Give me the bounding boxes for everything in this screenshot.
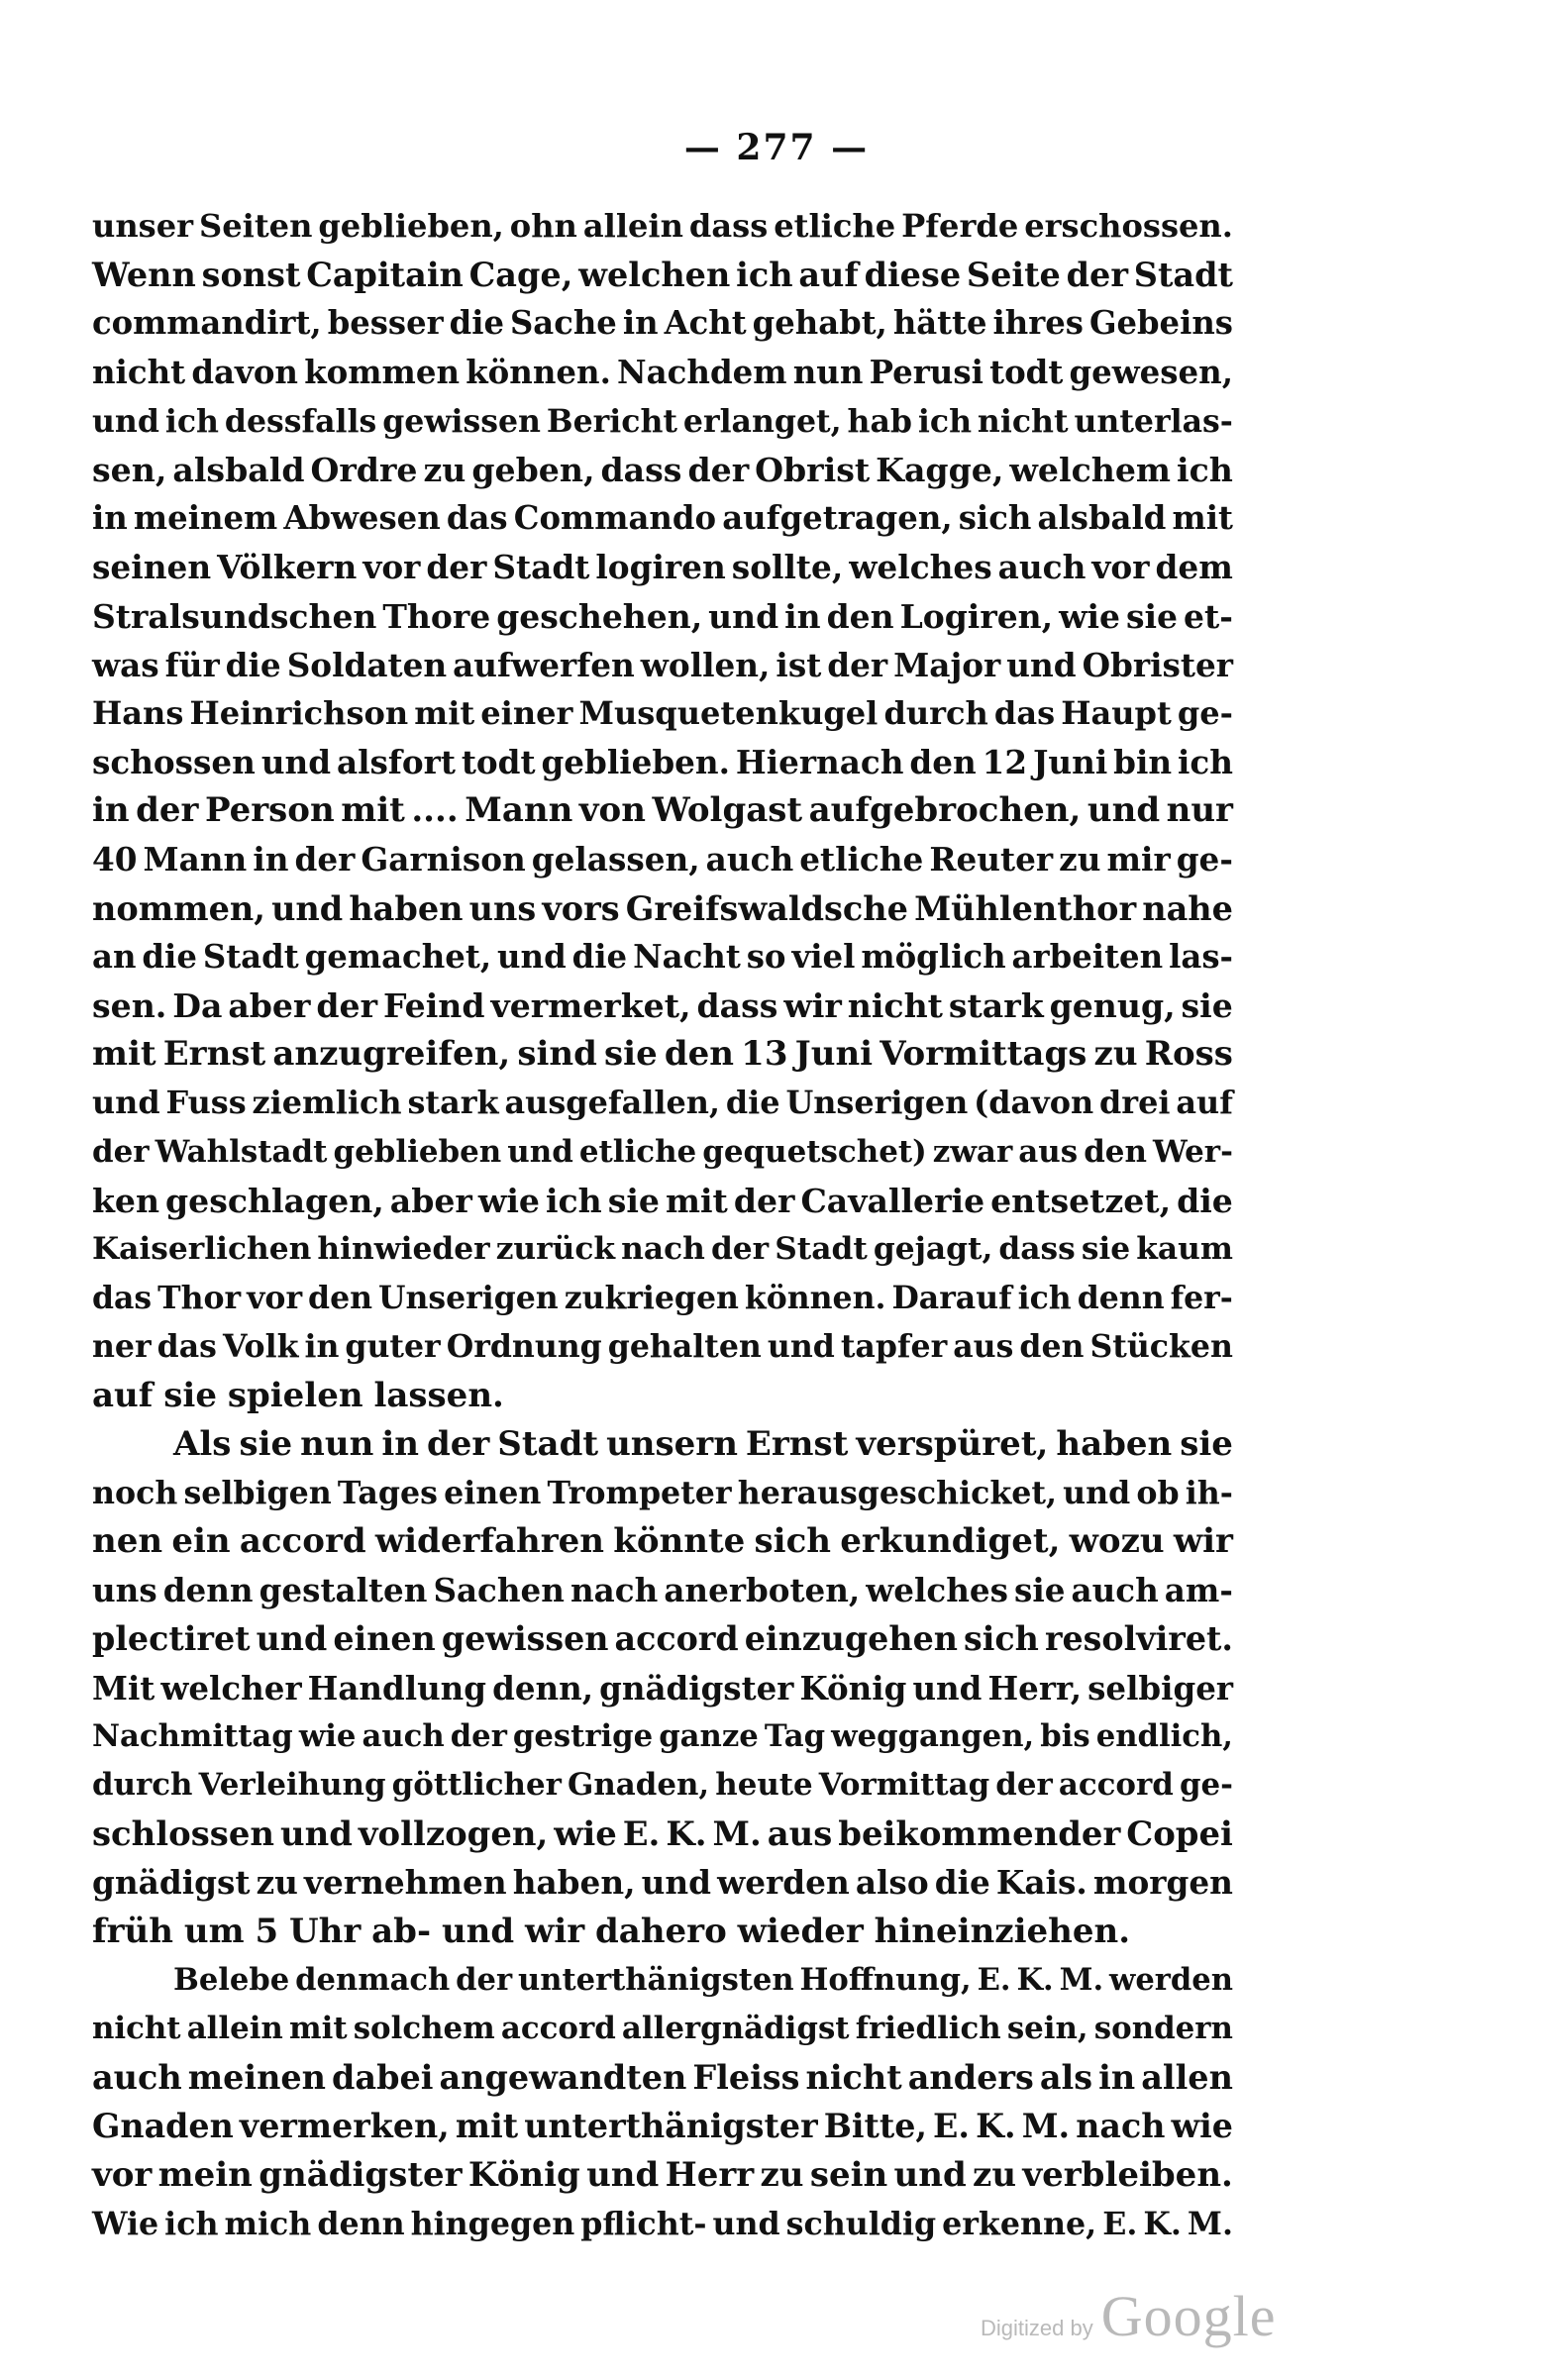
text-line: auf sie spielen lassen. xyxy=(92,1375,504,1415)
body-text xyxy=(92,202,1233,2248)
text-line: nen ein accord widerfahren könnte sich erkundiget, wozu wir xyxy=(92,1521,1233,1562)
text-line: und ich dessfalls gewissen Bericht erlanget, hab ich nicht unterlas- xyxy=(92,402,1233,440)
text-line: commandirt, besser die Sache in Acht gehabt, hätte ihres Gebeins xyxy=(92,304,1233,343)
text-line: Kaiserlichen hinwieder zurück nach der Stadt gejagt, dass sie kaum xyxy=(92,1230,1233,1267)
text-line: durch Verleihung göttlicher Gnaden, heute Vormittag der accord ge- xyxy=(92,1767,1233,1803)
text-line: uns denn gestalten Sachen nach anerboten, welches sie auch am- xyxy=(92,1571,1233,1610)
text-line: schossen und alsfort todt geblieben. Hiernach den 12 Juni bin ich xyxy=(92,743,1233,782)
text-line: plectiret und einen gewissen accord einzugehen sich resolviret. xyxy=(92,1619,1233,1659)
google-logo: Google xyxy=(1100,2284,1277,2348)
text-line: auch meinen dabei angewandten Fleiss nicht anders als in allen xyxy=(92,2058,1233,2098)
text-line: unser Seiten geblieben, ohn allein dass etliche Pferde erschossen. xyxy=(92,207,1233,245)
text-line: sen. Da aber der Feind vermerket, dass wir nicht stark genug, sie xyxy=(92,986,1233,1025)
text-line: an die Stadt gemachet, und die Nacht so viel möglich arbeiten las- xyxy=(92,937,1233,976)
text-line: Wenn sonst Capitain Cage, welchen ich auf diese Seite der Stadt xyxy=(92,256,1233,295)
text-line: und Fuss ziemlich stark ausgefallen, die Unserigen (davon drei auf xyxy=(92,1084,1233,1122)
text-line: früh um 5 Uhr ab- und wir dahero wieder hineinziehen. xyxy=(92,1911,1131,1951)
text-line: in meinem Abwesen das Commando aufgetragen, sich alsbald mit xyxy=(92,499,1233,538)
text-line: Als sie nun in der Stadt unsern Ernst verspüret, haben sie xyxy=(173,1423,1233,1464)
text-line: seinen Völkern vor der Stadt logiren sollte, welches auch vor dem xyxy=(92,548,1233,587)
text-line: Mit welcher Handlung denn, gnädigster König und Herr, selbiger xyxy=(92,1668,1233,1707)
text-line: Gnaden vermerken, mit unterthänigster Bitte, E. K. M. nach wie xyxy=(92,2107,1233,2146)
text-line: der Wahlstadt geblieben und etliche gequetschet) zwar aus den Wer- xyxy=(92,1133,1233,1170)
text-line: gnädigst zu vernehmen haben, und werden also die Kais. morgen xyxy=(92,1863,1233,1903)
text-line: Stralsundschen Thore geschehen, und in den Logiren, wie sie et- xyxy=(92,596,1233,636)
text-line: Nachmittag wie auch der gestrige ganze Tag weggangen, bis endlich, xyxy=(92,1717,1233,1754)
text-line: nicht allein mit solchem accord allergnädigst friedlich sein, sondern xyxy=(92,2010,1233,2046)
text-line: Hans Heinrichson mit einer Musquetenkugel durch das Haupt ge- xyxy=(92,693,1233,732)
watermark-prefix: Digitized by xyxy=(981,2316,1093,2340)
text-line: in der Person mit .... Mann von Wolgast aufgebrochen, und nur xyxy=(92,790,1233,831)
text-line: 40 Mann in der Garnison gelassen, auch etliche Reuter zu mir ge- xyxy=(92,840,1233,880)
text-line: nommen, und haben uns vors Greifswaldsche Mühlenthor nahe xyxy=(92,888,1233,928)
text-line: mit Ernst anzugreifen, sind sie den 13 Juni Vormittags zu Ross xyxy=(92,1034,1233,1075)
text-line: ken geschlagen, aber wie ich sie mit der Cavallerie entsetzet, die xyxy=(92,1181,1233,1220)
text-line: Belebe denmach der unterthänigsten Hoffnung, E. K. M. werden xyxy=(173,1961,1233,1998)
text-line: nicht davon kommen können. Nachdem nun Perusi todt gewesen, xyxy=(92,353,1233,391)
page-number: — 277 — xyxy=(683,127,870,168)
text-line: Wie ich mich denn hingegen pflicht- und schuldig erkenne, E. K. M. xyxy=(92,2205,1233,2242)
text-line: schlossen und vollzogen, wie E. K. M. aus beikommender Copei xyxy=(92,1813,1233,1854)
text-line: das Thor vor den Unserigen zukriegen können. Darauf ich denn fer- xyxy=(92,1280,1233,1317)
digitized-watermark xyxy=(981,2283,1276,2349)
text-line: was für die Soldaten aufwerfen wollen, ist der Major und Obrister xyxy=(92,645,1233,684)
text-line: ner das Volk in guter Ordnung gehalten und tapfer aus den Stücken xyxy=(92,1328,1233,1366)
text-line: vor mein gnädigster König und Herr zu sein und zu verbleiben. xyxy=(92,2154,1233,2195)
text-line: noch selbigen Tages einen Trompeter herausgeschicket, und ob ih- xyxy=(92,1474,1233,1511)
text-line: sen, alsbald Ordre zu geben, dass der Obrist Kagge, welchem ich xyxy=(92,450,1233,489)
